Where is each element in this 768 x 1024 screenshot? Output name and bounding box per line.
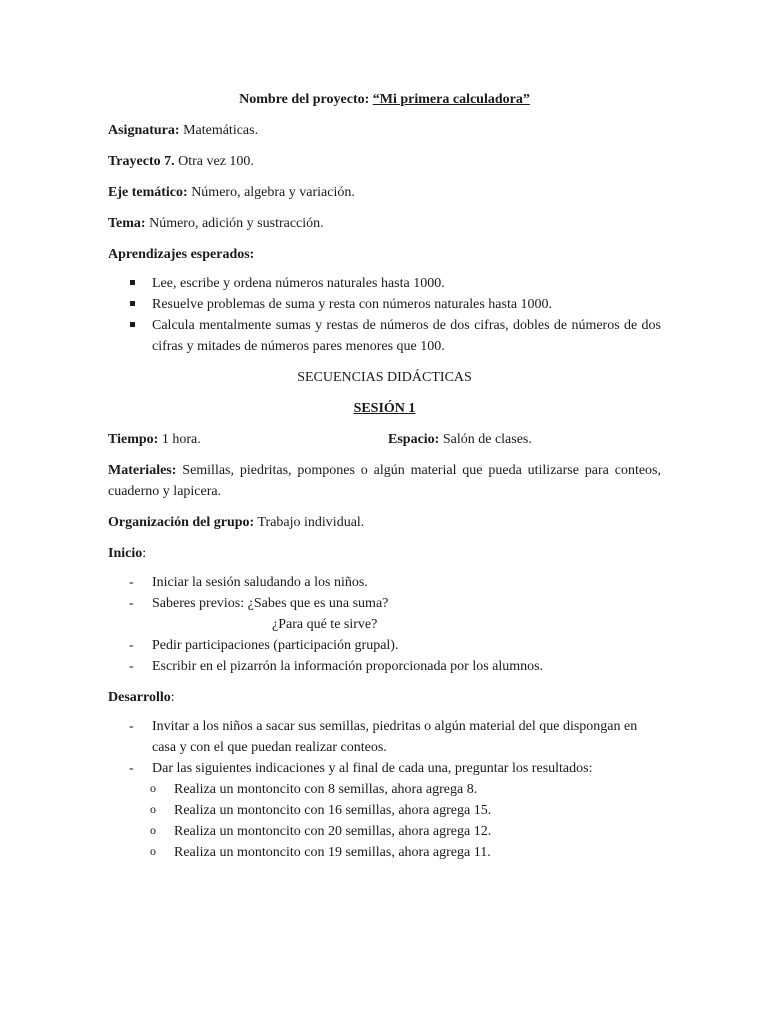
trayecto-value: Otra vez 100. [178, 154, 254, 169]
inicio-label: Inicio [108, 546, 143, 561]
desarrollo-label: Desarrollo [108, 690, 171, 705]
sesion-label: SESIÓN 1 [353, 401, 416, 416]
espacio-label: Espacio: [388, 432, 440, 447]
aprendizajes-label: Aprendizajes esperados: [108, 247, 255, 262]
materiales-label: Materiales: [108, 463, 177, 478]
tiempo-label: Tiempo: [108, 432, 159, 447]
espacio-value: Salón de clases. [442, 432, 532, 447]
organizacion-label: Organización del grupo: [108, 515, 255, 530]
trayecto-line [108, 151, 661, 172]
list-item: o Realiza un montoncito con 16 semillas, ahora agrega 15. [152, 800, 661, 821]
list-item [108, 572, 661, 593]
desarrollo-sub-list [152, 779, 661, 863]
inicio-item-text: Iniciar la sesión saludando a los niños. [152, 575, 368, 590]
secuencias-heading: SECUENCIAS DIDÁCTICAS [297, 370, 472, 385]
desarrollo-item-text: Dar las siguientes indicaciones y al final de cada una, preguntar los resultados: [152, 761, 593, 776]
project-title [108, 89, 661, 110]
list-item [108, 593, 661, 635]
tema-label: Tema: [108, 216, 146, 231]
eje-line [108, 182, 661, 203]
asignatura-line [108, 120, 661, 141]
tiempo-value: 1 hora. [161, 432, 201, 447]
document-body [108, 89, 661, 873]
tiempo-espacio-row [108, 429, 661, 450]
project-name: “Mi primera calculadora” [372, 92, 530, 107]
aprendizajes-list [108, 273, 661, 357]
tiempo-line [108, 429, 388, 450]
trayecto-label: Trayecto 7. [108, 154, 175, 169]
desarrollo-colon: : [170, 690, 175, 705]
desarrollo-heading [108, 687, 661, 708]
list-item: o Realiza un montoncito con 19 semillas, ahora agrega 11. [152, 842, 661, 863]
aprendizajes-heading [108, 244, 661, 265]
list-item [108, 716, 661, 758]
asignatura-value: Matemáticas. [183, 123, 259, 138]
inicio-item-text: Saberes previos: ¿Sabes que es una suma? [152, 596, 389, 611]
inicio-item-text: Pedir participaciones (participación grupal). [152, 638, 399, 653]
inicio-sub-question: ¿Para qué te sirve? [272, 617, 378, 632]
project-label: Nombre del proyecto: [239, 92, 370, 107]
list-item: o Realiza un montoncito con 8 semillas, ahora agrega 8. [152, 779, 661, 800]
inicio-heading [108, 543, 661, 564]
inicio-item-text: Escribir en el pizarrón la información proporcionada por los alumnos. [152, 659, 544, 674]
organizacion-line [108, 512, 661, 533]
desarrollo-item-text: Invitar a los niños a sacar sus semillas, piedritas o algún material del que dispongan en casa y con el que puedan realizar conteos. [152, 719, 638, 755]
sesion-heading [108, 398, 661, 419]
tema-value: Número, adición y sustracción. [149, 216, 324, 231]
inicio-list [108, 572, 661, 677]
organizacion-value: Trabajo individual. [257, 515, 365, 530]
eje-value: Número, algebra y variación. [191, 185, 355, 200]
list-item: Resuelve problemas de suma y resta con números naturales hasta 1000. [108, 294, 661, 315]
desarrollo-list [108, 716, 661, 863]
list-item [108, 758, 661, 863]
materiales-line [108, 460, 661, 502]
materiales-value: Semillas, piedritas, pompones o algún material que pueda utilizarse para conteos, cuaderno y lapicera. [108, 463, 662, 499]
tema-line [108, 213, 661, 234]
list-item: o Realiza un montoncito con 20 semillas, ahora agrega 12. [152, 821, 661, 842]
eje-label: Eje temático: [108, 185, 188, 200]
list-item: Lee, escribe y ordena números naturales hasta 1000. [108, 273, 661, 294]
list-item [108, 656, 661, 677]
inicio-colon: : [142, 546, 147, 561]
espacio-line [388, 429, 532, 450]
asignatura-label: Asignatura: [108, 123, 180, 138]
list-item: Calcula mentalmente sumas y restas de números de dos cifras, dobles de números de dos cifras y mitades de números pares menores que 100. [108, 315, 661, 357]
list-item [108, 635, 661, 656]
